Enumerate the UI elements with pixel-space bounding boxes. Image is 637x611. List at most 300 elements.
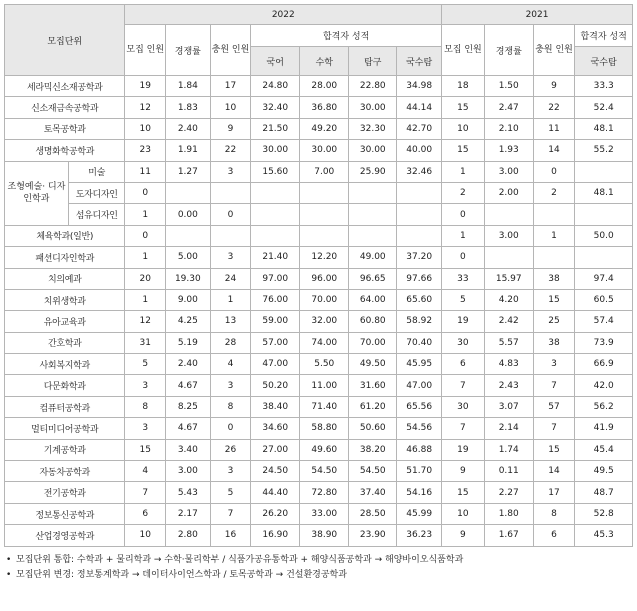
cell-2022: 27.00 [251, 439, 300, 460]
table-row [5, 161, 633, 182]
cell-2021 [484, 204, 533, 225]
cell-2021: 38 [533, 332, 575, 353]
cell-2022: 96.65 [349, 268, 397, 289]
header-competition-2022: 경쟁률 [165, 25, 210, 76]
cell-2021 [533, 204, 575, 225]
cell-2021: 15 [442, 97, 485, 118]
cell-2022: 51.70 [397, 461, 442, 482]
cell-2021: 7 [442, 418, 485, 439]
cell-2021: 14 [533, 461, 575, 482]
cell-2022: 7 [210, 503, 251, 524]
cell-2021 [533, 247, 575, 268]
cell-2021: 97.4 [575, 268, 633, 289]
row-label: 산업경영공학과 [5, 525, 125, 546]
header-korean: 국어 [251, 47, 300, 76]
row-label: 세라믹신소재공학과 [5, 76, 125, 97]
cell-2022 [251, 204, 300, 225]
cell-2021: 1.74 [484, 439, 533, 460]
cell-2022: 10 [210, 97, 251, 118]
cell-2022 [165, 225, 210, 246]
table-row [5, 525, 633, 546]
cell-2022: 6 [125, 503, 166, 524]
table-row [5, 354, 633, 375]
cell-2021: 2.10 [484, 118, 533, 139]
cell-2022: 30.00 [300, 140, 349, 161]
cell-2021: 10 [442, 118, 485, 139]
cell-2022: 32.40 [251, 97, 300, 118]
sub-row-label: 도자디자인 [68, 182, 125, 203]
cell-2022: 3 [210, 461, 251, 482]
table-row [5, 289, 633, 310]
cell-2022: 2.80 [165, 525, 210, 546]
footnotes [4, 553, 633, 583]
row-label: 유아교육과 [5, 311, 125, 332]
cell-2021: 1 [442, 161, 485, 182]
cell-2021: 30 [442, 396, 485, 417]
cell-2022: 36.80 [300, 97, 349, 118]
row-label: 자동차공학과 [5, 461, 125, 482]
row-label: 신소재금속공학과 [5, 97, 125, 118]
header-recruit-2021: 모집 인원 [442, 25, 485, 76]
cell-2021: 66.9 [575, 354, 633, 375]
cell-2022: 3 [210, 375, 251, 396]
cell-2022: 5 [125, 354, 166, 375]
cell-2022: 61.20 [349, 396, 397, 417]
cell-2022: 5.50 [300, 354, 349, 375]
cell-2021 [484, 247, 533, 268]
cell-2022: 44.40 [251, 482, 300, 503]
cell-2021: 4.83 [484, 354, 533, 375]
cell-2021: 5.57 [484, 332, 533, 353]
cell-2022: 12 [125, 97, 166, 118]
cell-2022: 4 [210, 354, 251, 375]
cell-2022: 42.70 [397, 118, 442, 139]
cell-2022: 20 [125, 268, 166, 289]
cell-2022: 0 [125, 182, 166, 203]
cell-2022: 5.00 [165, 247, 210, 268]
cell-2021: 2.42 [484, 311, 533, 332]
cell-2022: 38.40 [251, 396, 300, 417]
cell-2022: 49.50 [349, 354, 397, 375]
cell-2022: 1 [210, 289, 251, 310]
cell-2022 [397, 225, 442, 246]
cell-2022: 30.00 [349, 97, 397, 118]
cell-2022: 2.40 [165, 354, 210, 375]
cell-2021: 9 [442, 461, 485, 482]
cell-2021: 2.14 [484, 418, 533, 439]
cell-2021: 6 [533, 525, 575, 546]
cell-2022: 96.00 [300, 268, 349, 289]
cell-2022: 17 [210, 76, 251, 97]
cell-2022: 36.23 [397, 525, 442, 546]
cell-2021: 49.5 [575, 461, 633, 482]
table-row [5, 396, 633, 417]
table-row [5, 482, 633, 503]
cell-2022: 76.00 [251, 289, 300, 310]
cell-2022: 97.66 [397, 268, 442, 289]
cell-2021: 50.0 [575, 225, 633, 246]
cell-2021: 0 [442, 204, 485, 225]
row-label: 사회복지학과 [5, 354, 125, 375]
cell-2021: 11 [533, 118, 575, 139]
cell-2021: 7 [533, 418, 575, 439]
header-extra-2021: 충원 인원 [533, 25, 575, 76]
cell-2022: 11.00 [300, 375, 349, 396]
sub-row-label: 섬유디자인 [68, 204, 125, 225]
cell-2022: 65.60 [397, 289, 442, 310]
cell-2022: 74.00 [300, 332, 349, 353]
row-label: 체육학과(일반) [5, 225, 125, 246]
cell-2021: 15 [442, 482, 485, 503]
cell-2022 [397, 204, 442, 225]
cell-2021: 1.93 [484, 140, 533, 161]
group-label: 조형예술· 디자인학과 [5, 161, 69, 225]
cell-2022 [251, 225, 300, 246]
cell-2022: 4 [125, 461, 166, 482]
row-label: 생명화학공학과 [5, 140, 125, 161]
cell-2022: 22 [210, 140, 251, 161]
cell-2021: 7 [533, 375, 575, 396]
cell-2021: 1 [442, 225, 485, 246]
cell-2022 [210, 225, 251, 246]
table-row [5, 97, 633, 118]
cell-2022: 34.60 [251, 418, 300, 439]
header-total-2021: 국수탐 [575, 47, 633, 76]
cell-2022 [300, 182, 349, 203]
cell-2022: 47.00 [251, 354, 300, 375]
table-row [5, 247, 633, 268]
table-row [5, 332, 633, 353]
cell-2021: 73.9 [575, 332, 633, 353]
cell-2022: 26 [210, 439, 251, 460]
cell-2022: 44.14 [397, 97, 442, 118]
table-row [5, 204, 633, 225]
cell-2022: 8 [125, 396, 166, 417]
cell-2022: 70.00 [349, 332, 397, 353]
cell-2022 [349, 225, 397, 246]
cell-2021: 3 [533, 354, 575, 375]
cell-2021: 52.4 [575, 97, 633, 118]
cell-2021: 56.2 [575, 396, 633, 417]
cell-2022: 49.00 [349, 247, 397, 268]
cell-2021: 5 [442, 289, 485, 310]
cell-2021: 19 [442, 439, 485, 460]
cell-2022: 9.00 [165, 289, 210, 310]
cell-2022: 28.00 [300, 76, 349, 97]
cell-2022: 72.80 [300, 482, 349, 503]
row-label: 다문화학과 [5, 375, 125, 396]
cell-2021: 4.20 [484, 289, 533, 310]
cell-2022: 4.25 [165, 311, 210, 332]
table-row [5, 503, 633, 524]
cell-2022: 16.90 [251, 525, 300, 546]
cell-2022: 47.00 [397, 375, 442, 396]
cell-2021: 1.80 [484, 503, 533, 524]
cell-2021: 15 [533, 439, 575, 460]
cell-2022: 23 [125, 140, 166, 161]
cell-2022: 4.67 [165, 375, 210, 396]
cell-2022: 3 [125, 375, 166, 396]
cell-2021: 15 [442, 140, 485, 161]
cell-2022: 32.30 [349, 118, 397, 139]
cell-2022 [349, 182, 397, 203]
header-year-2021: 2021 [442, 5, 633, 25]
cell-2022: 11 [125, 161, 166, 182]
cell-2021 [575, 204, 633, 225]
table-row [5, 439, 633, 460]
cell-2022: 1 [125, 247, 166, 268]
cell-2021: 0.11 [484, 461, 533, 482]
cell-2022: 12.20 [300, 247, 349, 268]
cell-2022: 8.25 [165, 396, 210, 417]
cell-2021: 48.1 [575, 118, 633, 139]
cell-2021: 15 [533, 289, 575, 310]
cell-2022: 45.95 [397, 354, 442, 375]
cell-2022: 12 [125, 311, 166, 332]
cell-2022: 49.60 [300, 439, 349, 460]
cell-2022: 1.91 [165, 140, 210, 161]
cell-2021: 2 [533, 182, 575, 203]
cell-2021 [575, 161, 633, 182]
cell-2022: 54.50 [300, 461, 349, 482]
footnote-text: 모집단위 통합: 수학과 + 물리학과 → 수학·물리학부 / 식품가공유통학과 + 해양식품공학과 → 해양바이오식품학과 [16, 554, 464, 565]
cell-2021: 0 [533, 161, 575, 182]
cell-2022: 50.60 [349, 418, 397, 439]
cell-2021: 41.9 [575, 418, 633, 439]
cell-2022: 15.60 [251, 161, 300, 182]
cell-2021: 10 [442, 503, 485, 524]
cell-2021: 1.67 [484, 525, 533, 546]
cell-2022: 8 [210, 396, 251, 417]
cell-2022: 34.98 [397, 76, 442, 97]
cell-2021: 3.07 [484, 396, 533, 417]
cell-2022 [397, 182, 442, 203]
cell-2021: 1.50 [484, 76, 533, 97]
cell-2022: 3.40 [165, 439, 210, 460]
cell-2022 [210, 182, 251, 203]
cell-2022: 24 [210, 268, 251, 289]
cell-2021: 6 [442, 354, 485, 375]
cell-2021: 3.00 [484, 161, 533, 182]
cell-2021: 18 [442, 76, 485, 97]
cell-2021: 17 [533, 482, 575, 503]
cell-2022: 7 [125, 482, 166, 503]
cell-2022: 1.27 [165, 161, 210, 182]
row-label: 패션디자인학과 [5, 247, 125, 268]
cell-2021: 2.43 [484, 375, 533, 396]
cell-2021: 0 [442, 247, 485, 268]
cell-2022: 65.56 [397, 396, 442, 417]
header-scores-2022: 합격자 성적 [251, 25, 442, 47]
cell-2022: 28 [210, 332, 251, 353]
cell-2022: 2.17 [165, 503, 210, 524]
header-extra-2022: 충원 인원 [210, 25, 251, 76]
cell-2022: 24.80 [251, 76, 300, 97]
cell-2022: 0 [125, 225, 166, 246]
cell-2022: 30.00 [251, 140, 300, 161]
footnote-text: 모집단위 변경: 정보통계학과 → 데이터사이언스학과 / 토목공학과 → 건설환경공학과 [16, 569, 347, 580]
cell-2021: 14 [533, 140, 575, 161]
cell-2022: 33.00 [300, 503, 349, 524]
cell-2022: 71.40 [300, 396, 349, 417]
cell-2022: 4.67 [165, 418, 210, 439]
cell-2021: 45.4 [575, 439, 633, 460]
cell-2022: 0 [210, 204, 251, 225]
cell-2022: 37.20 [397, 247, 442, 268]
cell-2021: 9 [533, 76, 575, 97]
cell-2022 [300, 225, 349, 246]
row-label: 치의예과 [5, 268, 125, 289]
row-label: 컴퓨터공학과 [5, 396, 125, 417]
table-header [5, 5, 633, 76]
header-unit: 모집단위 [5, 5, 125, 76]
cell-2021: 15.97 [484, 268, 533, 289]
cell-2022: 5 [210, 482, 251, 503]
cell-2022: 5.19 [165, 332, 210, 353]
cell-2022: 54.56 [397, 418, 442, 439]
cell-2022: 59.00 [251, 311, 300, 332]
cell-2022: 54.50 [349, 461, 397, 482]
bullet: • [6, 554, 12, 565]
cell-2022: 97.00 [251, 268, 300, 289]
cell-2021: 2.27 [484, 482, 533, 503]
cell-2022: 26.20 [251, 503, 300, 524]
footnote [6, 568, 633, 583]
cell-2022: 31 [125, 332, 166, 353]
cell-2022 [349, 204, 397, 225]
cell-2022 [300, 204, 349, 225]
cell-2021: 42.0 [575, 375, 633, 396]
cell-2022: 30.00 [349, 140, 397, 161]
row-label: 토목공학과 [5, 118, 125, 139]
cell-2022: 1.83 [165, 97, 210, 118]
cell-2021: 57.4 [575, 311, 633, 332]
cell-2021: 25 [533, 311, 575, 332]
cell-2021: 2 [442, 182, 485, 203]
cell-2021: 3.00 [484, 225, 533, 246]
cell-2022: 49.20 [300, 118, 349, 139]
cell-2022: 3 [125, 418, 166, 439]
table-body [5, 76, 633, 547]
table-row [5, 76, 633, 97]
cell-2022: 5.43 [165, 482, 210, 503]
cell-2022: 60.80 [349, 311, 397, 332]
table-row [5, 375, 633, 396]
cell-2022: 22.80 [349, 76, 397, 97]
table-row [5, 461, 633, 482]
footnote [6, 553, 633, 568]
cell-2021: 33.3 [575, 76, 633, 97]
cell-2022: 1 [125, 204, 166, 225]
cell-2022: 31.60 [349, 375, 397, 396]
header-year-2022: 2022 [125, 5, 442, 25]
header-math: 수학 [300, 47, 349, 76]
cell-2021: 48.7 [575, 482, 633, 503]
cell-2021: 60.5 [575, 289, 633, 310]
table-row [5, 118, 633, 139]
cell-2022: 38.90 [300, 525, 349, 546]
cell-2022: 70.00 [300, 289, 349, 310]
cell-2022: 7.00 [300, 161, 349, 182]
row-label: 치위생학과 [5, 289, 125, 310]
cell-2021: 55.2 [575, 140, 633, 161]
table-row [5, 182, 633, 203]
cell-2022: 37.40 [349, 482, 397, 503]
cell-2021: 57 [533, 396, 575, 417]
cell-2022: 32.46 [397, 161, 442, 182]
header-inquiry: 탐구 [349, 47, 397, 76]
cell-2022: 2.40 [165, 118, 210, 139]
cell-2022: 19.30 [165, 268, 210, 289]
cell-2021: 22 [533, 97, 575, 118]
header-recruit-2022: 모집 인원 [125, 25, 166, 76]
cell-2021: 8 [533, 503, 575, 524]
cell-2022: 3 [210, 247, 251, 268]
cell-2021: 33 [442, 268, 485, 289]
cell-2022: 10 [125, 118, 166, 139]
cell-2022: 70.40 [397, 332, 442, 353]
cell-2022: 13 [210, 311, 251, 332]
bullet: • [6, 569, 12, 580]
table-row [5, 311, 633, 332]
header-competition-2021: 경쟁률 [484, 25, 533, 76]
cell-2021: 45.3 [575, 525, 633, 546]
cell-2021: 7 [442, 375, 485, 396]
cell-2022: 28.50 [349, 503, 397, 524]
cell-2022: 23.90 [349, 525, 397, 546]
header-total: 국수탐 [397, 47, 442, 76]
cell-2022: 64.00 [349, 289, 397, 310]
cell-2022: 1 [125, 289, 166, 310]
cell-2021: 2.47 [484, 97, 533, 118]
cell-2022: 21.50 [251, 118, 300, 139]
cell-2022: 19 [125, 76, 166, 97]
cell-2021: 52.8 [575, 503, 633, 524]
admissions-table [4, 4, 633, 547]
cell-2022: 58.92 [397, 311, 442, 332]
cell-2022: 40.00 [397, 140, 442, 161]
cell-2022: 38.20 [349, 439, 397, 460]
row-label: 멀티미디어공학과 [5, 418, 125, 439]
cell-2022: 9 [210, 118, 251, 139]
cell-2022: 0 [210, 418, 251, 439]
cell-2021: 1 [533, 225, 575, 246]
cell-2022: 10 [125, 525, 166, 546]
cell-2022: 25.90 [349, 161, 397, 182]
cell-2021: 2.00 [484, 182, 533, 203]
cell-2021: 38 [533, 268, 575, 289]
cell-2022: 58.80 [300, 418, 349, 439]
table-row [5, 268, 633, 289]
row-label: 기계공학과 [5, 439, 125, 460]
cell-2021: 9 [442, 525, 485, 546]
cell-2022 [251, 182, 300, 203]
cell-2021: 19 [442, 311, 485, 332]
header-scores-2021: 합격자 성적 [575, 25, 633, 47]
cell-2022: 32.00 [300, 311, 349, 332]
cell-2021: 48.1 [575, 182, 633, 203]
cell-2022: 3 [210, 161, 251, 182]
admissions-table-container [4, 0, 633, 583]
cell-2022: 3.00 [165, 461, 210, 482]
cell-2022 [165, 182, 210, 203]
cell-2022: 45.99 [397, 503, 442, 524]
row-label: 간호학과 [5, 332, 125, 353]
cell-2022: 16 [210, 525, 251, 546]
table-row [5, 225, 633, 246]
cell-2021 [575, 247, 633, 268]
cell-2022: 24.50 [251, 461, 300, 482]
